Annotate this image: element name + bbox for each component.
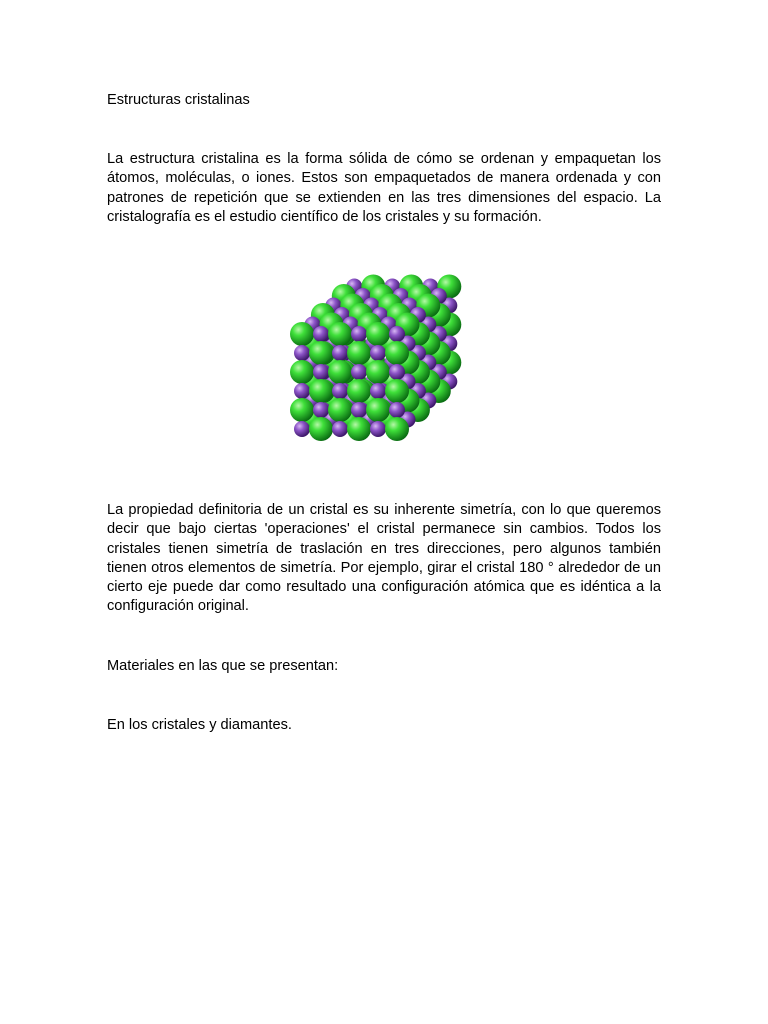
small-atom	[313, 326, 329, 342]
large-atom	[290, 360, 314, 384]
large-atom	[328, 360, 352, 384]
small-atom	[389, 326, 405, 342]
large-atom	[309, 417, 333, 441]
large-atom	[290, 398, 314, 422]
large-atom	[328, 398, 352, 422]
small-atom	[351, 364, 367, 380]
small-atom	[294, 345, 310, 361]
crystal-lattice-illustration	[284, 264, 484, 464]
intro-paragraph: La estructura cristalina es la forma sólida de cómo se ordenan y empaquetan los átomos, moléculas, o iones. Estos son empaquetados de manera ordenada y con patrones de repetición que se extienden en las tres dimensiones del espacio. La cristalografía es el estudio científico de los cristales y su formación.	[107, 151, 661, 225]
large-atom	[366, 398, 390, 422]
large-atom	[385, 341, 409, 365]
symmetry-paragraph: La propiedad definitoria de un cristal es su inherente simetría, con lo que queremos decir que bajo ciertas 'operaciones' el cristal permanece sin cambios. Todos los cristales tienen simetría de traslación en tres direcciones, pero algunos también tienen otros elementos de simetría. Por ejemplo, girar el cristal 180 ° alrededor de un cierto eje puede dar como resultado una configuración atómica que es idéntica a la configuración original.	[107, 502, 661, 615]
small-atom	[370, 383, 386, 399]
large-atom	[347, 417, 371, 441]
small-atom	[351, 402, 367, 418]
small-atom	[389, 364, 405, 380]
small-atom	[294, 383, 310, 399]
small-atom	[294, 421, 310, 437]
large-atom	[366, 322, 390, 346]
large-atom	[347, 379, 371, 403]
materials-subheading: Materiales en las que se presentan:	[107, 658, 339, 674]
small-atom	[351, 326, 367, 342]
small-atom	[313, 364, 329, 380]
small-atom	[370, 345, 386, 361]
document-title: Estructuras cristalinas	[107, 92, 250, 108]
large-atom	[290, 322, 314, 346]
small-atom	[313, 402, 329, 418]
large-atom	[328, 322, 352, 346]
small-atom	[332, 383, 348, 399]
large-atom	[385, 379, 409, 403]
small-atom	[370, 421, 386, 437]
small-atom	[332, 345, 348, 361]
large-atom	[385, 417, 409, 441]
large-atom	[309, 341, 333, 365]
materials-paragraph: En los cristales y diamantes.	[107, 717, 292, 733]
large-atom	[366, 360, 390, 384]
large-atom	[347, 341, 371, 365]
large-atom	[309, 379, 333, 403]
small-atom	[389, 402, 405, 418]
small-atom	[332, 421, 348, 437]
